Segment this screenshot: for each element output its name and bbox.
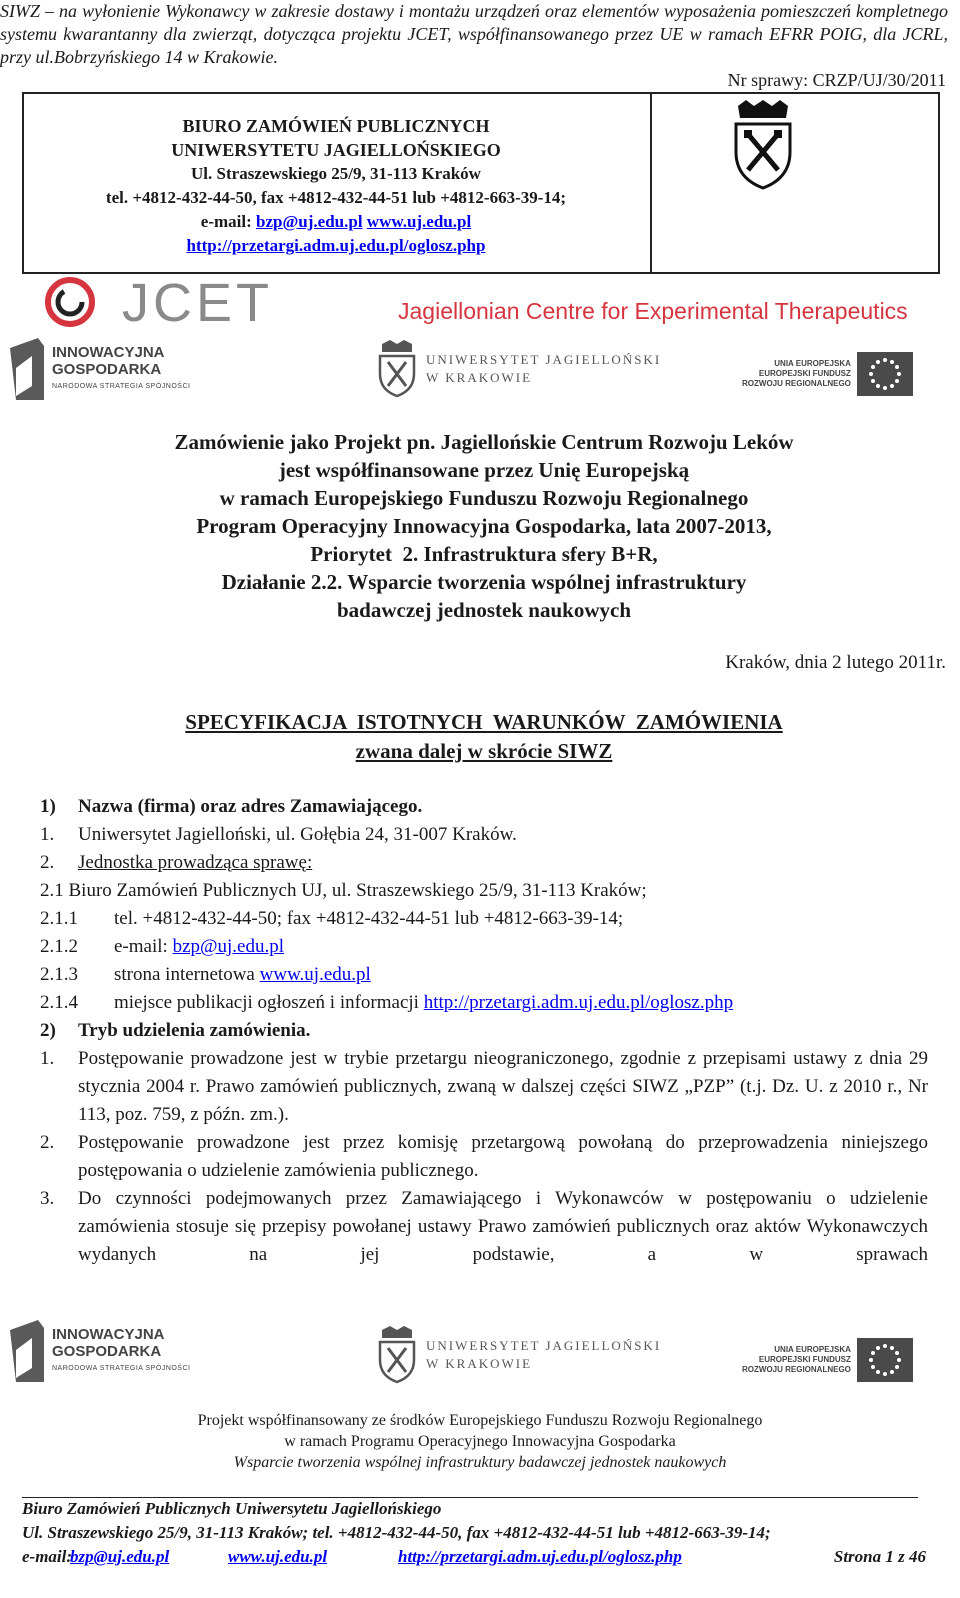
list-item bbox=[40, 989, 928, 1017]
project-line: badawczej jednostek naukowych bbox=[336, 598, 632, 622]
item-number: 2. bbox=[40, 1132, 55, 1153]
ig-emblem-icon bbox=[10, 338, 44, 400]
eu-logo bbox=[742, 1338, 913, 1382]
footer-note-line2: w ramach Programu Operacyjnego Innowacyjna Gospodarka bbox=[284, 1433, 676, 1450]
office-phones: tel. +4812-432-44-50, fax +4812-432-44-51 lub +4812-663-39-14; bbox=[105, 188, 567, 207]
www-link[interactable]: www.uj.edu.pl bbox=[259, 964, 371, 985]
project-line: Działanie 2.2. Wsparcie tworzenia wspólnej infrastruktury bbox=[221, 570, 747, 594]
office-address: Ul. Straszewskiego 25/9, 31-113 Kraków bbox=[191, 164, 481, 183]
footer-email-prefix: e-mail: bbox=[22, 1547, 73, 1566]
project-line: w ramach Europejskiego Funduszu Rozwoju Regionalnego bbox=[219, 486, 749, 510]
uj-logo bbox=[376, 340, 661, 398]
ig-line1: INNOWACYJNA bbox=[52, 1325, 165, 1343]
case-number: Nr sprawy: CRZP/UJ/30/2011 bbox=[727, 70, 946, 90]
title-line1: SPECYFIKACJA ISTOTNYCH WARUNKÓW ZAMÓWIENIA bbox=[185, 710, 783, 734]
footer-contact-row bbox=[22, 1545, 932, 1569]
funding-logos-bottom bbox=[10, 1320, 950, 1384]
eu-logo bbox=[742, 352, 913, 396]
item-number: 2.1.1 bbox=[40, 908, 78, 929]
footer-www-link[interactable]: www.uj.edu.pl bbox=[228, 1547, 328, 1566]
list-item bbox=[40, 821, 928, 849]
eu-line1: UNIA EUROPEJSKA bbox=[774, 1345, 851, 1354]
item-number: 2. bbox=[40, 852, 55, 873]
uj-crest-icon bbox=[376, 340, 418, 398]
item-text: Postępowanie prowadzone jest przez komisję przetargową powołaną do przeprowadzenia niniejszego postępowania o udzielenie zamówienia publicznego. bbox=[78, 1132, 928, 1181]
footer-note-line3: Wsparcie tworzenia wspólnej infrastruktury badawczej jednostek naukowych bbox=[233, 1454, 727, 1471]
uj-line2: W KRAKOWIE bbox=[426, 370, 533, 385]
document-title bbox=[60, 708, 908, 766]
running-header: SIWZ – na wyłonienie Wykonawcy w zakresie dostawy i montażu urządzeń oraz elementów wyposażenia pomieszczeń kompletnego systemu kwarantanny dla zwierząt, dotycząca projektu JCET, współfinansowanego przez UE w ramach EFRR POIG, dla JCRL, przy ul.Bobrzyńskiego 14 w Krakowie. bbox=[0, 1, 948, 67]
section-heading bbox=[40, 793, 928, 821]
section-title: Tryb udzielenia zamówienia. bbox=[78, 1020, 311, 1041]
email-link[interactable]: bzp@uj.edu.pl bbox=[172, 936, 284, 957]
list-item bbox=[40, 905, 928, 933]
uj-line2: W KRAKOWIE bbox=[426, 1356, 533, 1371]
email-prefix: e-mail: bbox=[200, 212, 252, 231]
eu-line2: EUROPEJSKI FUNDUSZ bbox=[758, 1355, 851, 1364]
office-name-line2: UNIWERSYTETU JAGIELLOŃSKIEGO bbox=[171, 140, 501, 160]
footer-url-link[interactable]: http://przetargi.adm.uj.edu.pl/oglosz.php bbox=[398, 1547, 682, 1566]
list-item bbox=[40, 849, 928, 877]
item-text: tel. +4812-432-44-50; fax +4812-432-44-51 lub +4812-663-39-14; bbox=[114, 908, 624, 929]
item-number: 1. bbox=[40, 1048, 55, 1069]
project-line: Priorytet 2. Infrastruktura sfery B+R, bbox=[310, 542, 658, 566]
ig-line2: GOSPODARKA bbox=[52, 360, 162, 378]
uj-line1: UNIWERSYTET JAGIELLOŃSKI bbox=[426, 1338, 662, 1353]
ig-sub: NARODOWA STRATEGIA SPÓJNOŚCI bbox=[52, 382, 191, 390]
document-date: Kraków, dnia 2 lutego 2011r. bbox=[725, 652, 946, 673]
funding-logos-top bbox=[10, 338, 950, 402]
eu-line3: ROZWOJU REGIONALNEGO bbox=[742, 1365, 851, 1374]
footer-email-link[interactable]: bzp@uj.edu.pl bbox=[70, 1547, 170, 1566]
uj-logo bbox=[376, 1326, 661, 1384]
innowacyjna-gospodarka-logo bbox=[10, 338, 190, 400]
project-line: Program Operacyjny Innowacyjna Gospodarka, lata 2007-2013, bbox=[196, 514, 772, 538]
eu-line2: EUROPEJSKI FUNDUSZ bbox=[758, 369, 851, 378]
eu-flag-icon bbox=[857, 1338, 913, 1382]
item-text: strona internetowa bbox=[114, 964, 260, 985]
item-text: Uniwersytet Jagielloński, ul. Gołębia 24, 31-007 Kraków. bbox=[78, 824, 517, 845]
footer-note-line1: Projekt współfinansowany ze środków Europejskiego Funduszu Rozwoju Regionalnego bbox=[197, 1412, 763, 1429]
section-title: Nazwa (firma) oraz adres Zamawiającego. bbox=[78, 796, 423, 817]
eu-flag-icon bbox=[857, 352, 913, 396]
item-number: 2.1.3 bbox=[40, 964, 78, 985]
email-link[interactable]: bzp@uj.edu.pl bbox=[256, 212, 363, 231]
item-number: 1. bbox=[40, 824, 55, 845]
title-line2: zwana dalej w skrócie SIWZ bbox=[355, 739, 613, 763]
project-line: Zamówienie jako Projekt pn. Jagiellońskie Centrum Rozwoju Leków bbox=[174, 430, 794, 454]
item-text: miejsce publikacji ogłoszeń i informacji bbox=[114, 992, 424, 1013]
jcet-logo bbox=[42, 274, 302, 332]
eu-line1: UNIA EUROPEJSKA bbox=[774, 359, 851, 368]
project-line: jest współfinansowane przez Unię Europejską bbox=[278, 458, 690, 482]
footer-address: Ul. Straszewskiego 25/9, 31-113 Kraków; tel. +4812-432-44-50, fax +4812-432-44-51 lub +4812-663-39-14; bbox=[22, 1523, 771, 1542]
item-number: 2.1.4 bbox=[40, 992, 78, 1013]
ig-emblem-icon bbox=[10, 1320, 44, 1382]
tender-url-link[interactable]: http://przetargi.adm.uj.edu.pl/oglosz.php bbox=[423, 992, 734, 1013]
item-text: e-mail: bbox=[114, 936, 173, 957]
section-number: 1) bbox=[40, 796, 56, 817]
university-crest-icon bbox=[724, 100, 802, 190]
uj-line1: UNIWERSYTET JAGIELLOŃSKI bbox=[426, 352, 662, 367]
footer-funding-note bbox=[0, 1410, 960, 1473]
tender-url-link[interactable]: http://przetargi.adm.uj.edu.pl/oglosz.php bbox=[186, 236, 486, 255]
project-block bbox=[60, 428, 908, 624]
item-text: Jednostka prowadząca sprawę: bbox=[78, 852, 313, 873]
jcet-full-name: Jagiellonian Centre for Experimental Therapeutics bbox=[398, 298, 908, 324]
list-item bbox=[40, 1185, 928, 1269]
eu-line3: ROZWOJU REGIONALNEGO bbox=[742, 379, 851, 388]
innowacyjna-gospodarka-logo bbox=[10, 1320, 190, 1382]
footer-office: Biuro Zamówień Publicznych Uniwersytetu Jagiellońskiego bbox=[22, 1499, 442, 1518]
item-number: 2.1.2 bbox=[40, 936, 78, 957]
section-heading bbox=[40, 1017, 928, 1045]
item-text: Postępowanie prowadzone jest w trybie przetargu nieograniczonego, zgodnie z przepisami ustawy z dnia 29 stycznia 2004 r. Prawo zamówień publicznych, zwaną w dalszej części SIWZ „PZP” (t.j. Dz. U. z 2010 r., Nr 113, poz. 759, z późn. zm.). bbox=[78, 1048, 928, 1125]
office-contact bbox=[22, 210, 650, 234]
list-item: 2.1 Biuro Zamówień Publicznych UJ, ul. Straszewskiego 25/9, 31-113 Kraków; bbox=[40, 880, 647, 901]
ig-line1: INNOWACYJNA bbox=[52, 343, 165, 361]
uj-crest-icon bbox=[376, 1326, 418, 1384]
ig-line2: GOSPODARKA bbox=[52, 1342, 162, 1360]
www-link[interactable]: www.uj.edu.pl bbox=[366, 212, 472, 231]
item-text: Do czynności podejmowanych przez Zamawiającego i Wykonawców w postępowaniu o udzielenie zamówienia stosuje się przepisy powołanej ustawy Prawo zamówień publicznych oraz aktów Wykonawczych wydanych na jej podstawie, a w sprawach bbox=[78, 1188, 928, 1265]
list-item bbox=[40, 933, 928, 961]
list-item bbox=[40, 961, 928, 989]
document-body bbox=[40, 793, 928, 1269]
list-item bbox=[40, 1129, 928, 1185]
jcet-wordmark: JCET bbox=[122, 273, 273, 333]
header-box-address bbox=[22, 92, 652, 274]
item-number: 3. bbox=[40, 1188, 55, 1209]
ig-sub: NARODOWA STRATEGIA SPÓJNOŚCI bbox=[52, 1364, 191, 1372]
office-name-line1: BIURO ZAMÓWIEŃ PUBLICZNYCH bbox=[182, 116, 490, 136]
list-item bbox=[40, 1045, 928, 1129]
section-number: 2) bbox=[40, 1020, 56, 1041]
page-number: Strona 1 z 46 bbox=[833, 1547, 926, 1566]
page-footer bbox=[22, 1497, 932, 1569]
